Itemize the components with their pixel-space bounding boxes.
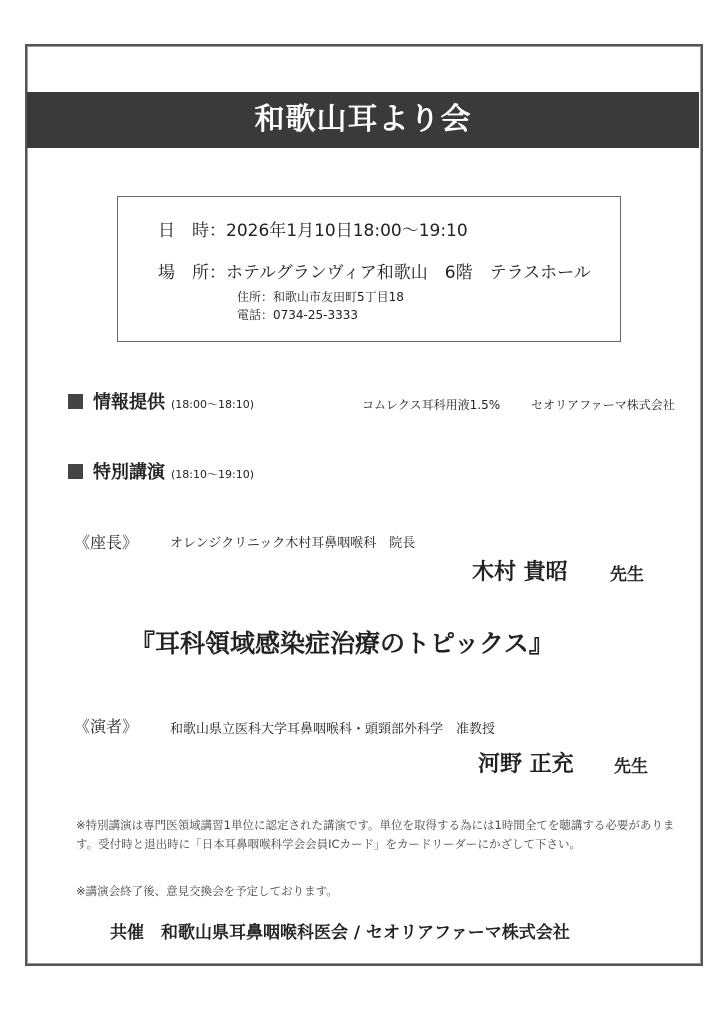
venue-address: 住所：和歌山市友田町5丁目18 bbox=[237, 290, 404, 304]
venue-label: 場 所： bbox=[158, 263, 226, 283]
venue-value: ホテルグランヴィア和歌山 6階 テラスホール bbox=[226, 263, 591, 283]
date-label: 日 時： bbox=[158, 221, 226, 241]
info-product: コムレクス耳科用液1.5% bbox=[362, 398, 501, 412]
chair-honorific: 先生 bbox=[610, 565, 644, 585]
special-lecture-heading bbox=[68, 458, 254, 484]
speaker-honorific: 先生 bbox=[614, 757, 648, 777]
speaker-affiliation: 和歌山県立医科大学耳鼻咽喉科・頭頸部外科学 准教授 bbox=[170, 722, 496, 737]
speaker-label: 《演者》 bbox=[74, 717, 139, 736]
special-lecture-title: 特別講演 bbox=[93, 462, 165, 483]
speaker-name: 河野 正充 bbox=[478, 752, 574, 777]
page-title: 和歌山耳より会 bbox=[27, 92, 699, 148]
square-bullet-icon bbox=[68, 394, 83, 409]
info-company: セオリアファーマ株式会社 bbox=[531, 398, 675, 412]
info-session-heading bbox=[68, 388, 254, 414]
chair-label: 《座長》 bbox=[74, 533, 139, 552]
cme-note: ※特別講演は専門医領域講習1単位に認定された講演です。単位を取得する為には1時間全てを聴講する必要があります。受付時と退出時に「日本耳鼻咽喉科学会会員ICカード」をカードリーダーにかざして下さい。 bbox=[76, 818, 675, 851]
date-value: 2026年1月10日18:00～19:10 bbox=[226, 221, 468, 241]
chair-name: 木村 貴昭 bbox=[472, 560, 568, 585]
cohost-line: 共催 和歌山県耳鼻咽喉科医会 / セオリアファーマ株式会社 bbox=[110, 923, 570, 943]
square-bullet-icon bbox=[68, 464, 83, 479]
event-date bbox=[158, 216, 468, 241]
event-venue bbox=[158, 258, 591, 283]
special-lecture-time: (18:10～19:10) bbox=[171, 468, 254, 481]
info-session-title: 情報提供 bbox=[93, 392, 165, 413]
info-session-time: (18:00～18:10) bbox=[171, 398, 254, 411]
chair-affiliation: オレンジクリニック木村耳鼻咽喉科 院長 bbox=[170, 536, 416, 551]
reception-note: ※講演会終了後、意見交換会を予定しております。 bbox=[76, 884, 338, 898]
venue-phone: 電話：0734-25-3333 bbox=[237, 308, 359, 322]
lecture-topic: 『耳科領域感染症治療のトピックス』 bbox=[130, 629, 554, 658]
